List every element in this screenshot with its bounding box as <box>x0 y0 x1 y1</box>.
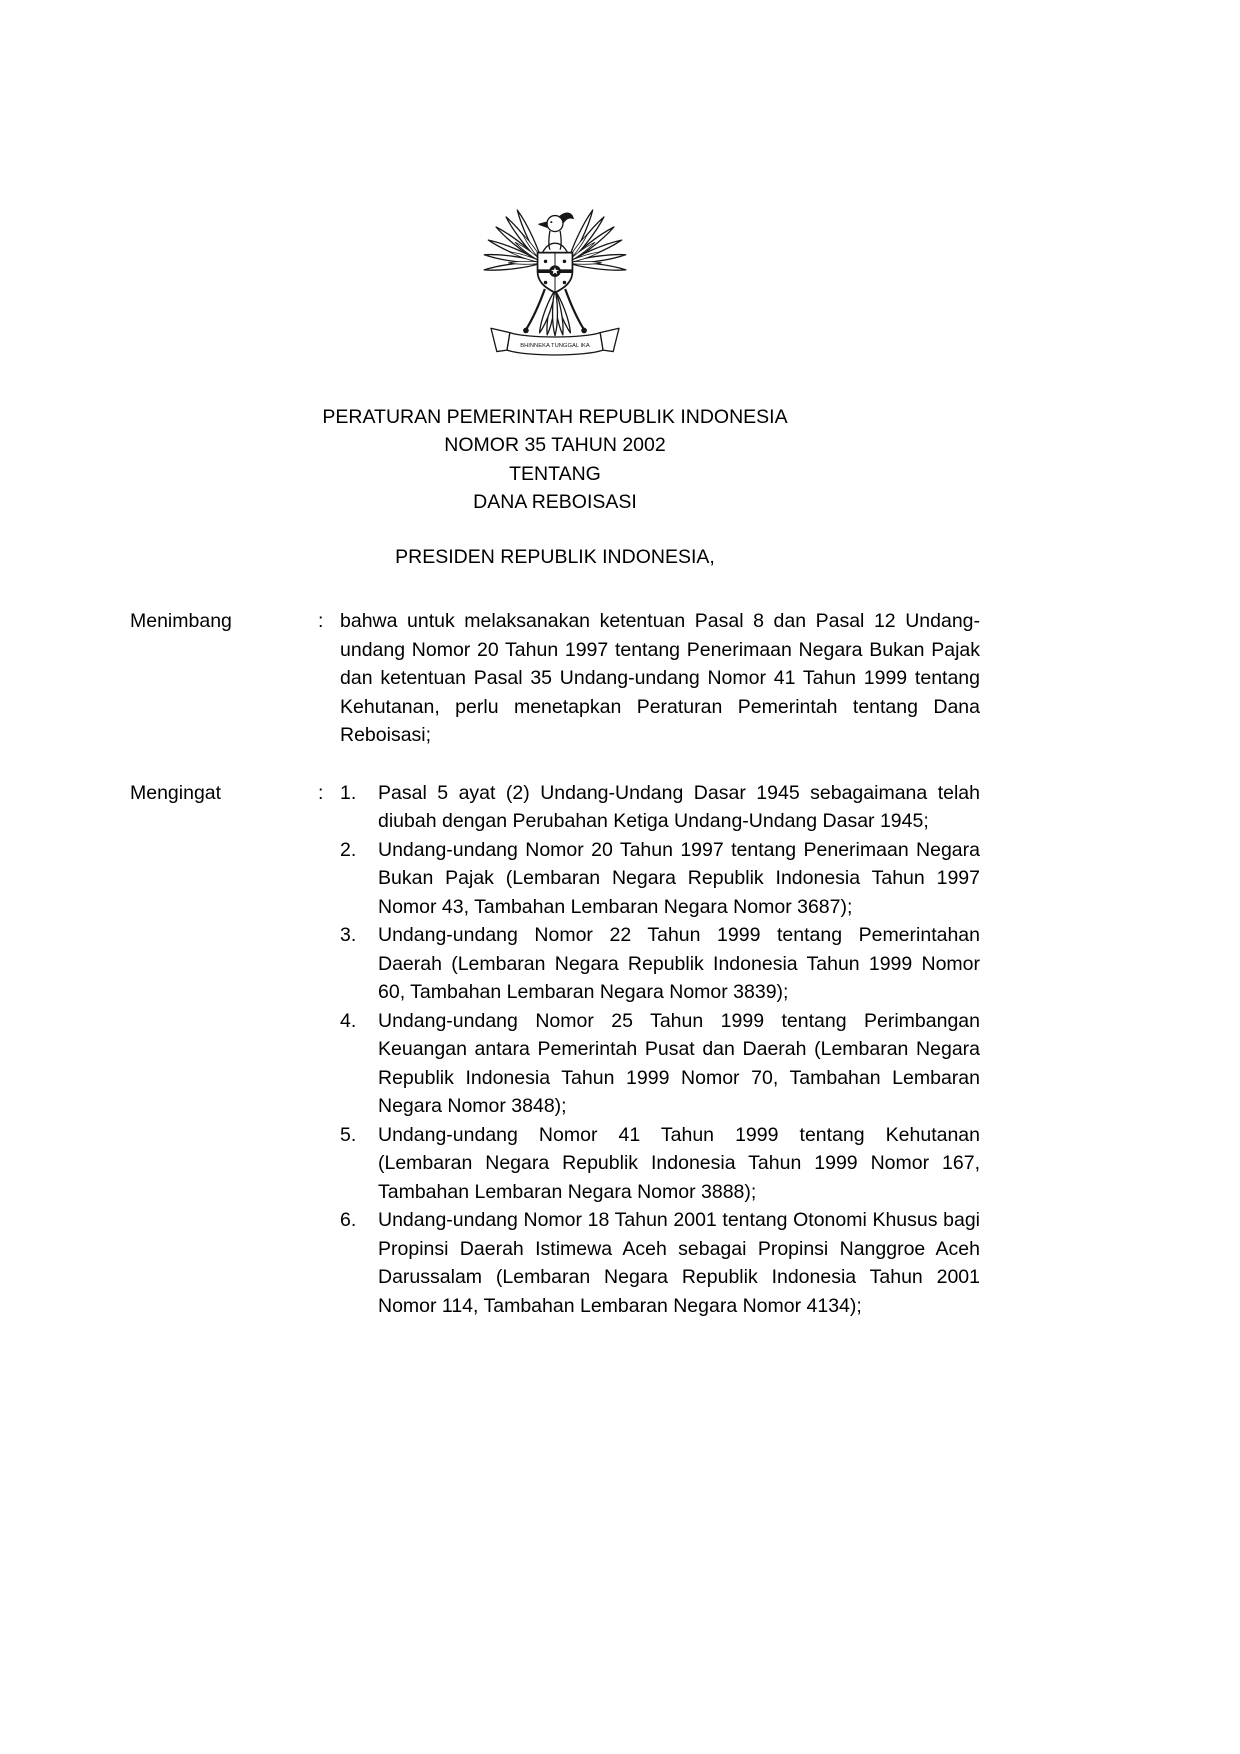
list-item <box>340 921 980 1007</box>
garuda-pancasila-emblem <box>475 190 635 372</box>
list-item-text: Undang-undang Nomor 25 Tahun 1999 tentang Perimbangan Keuangan antara Pemerintah Pusat dan Daerah (Lembaran Negara Republik Indonesia Tahun 1999 Nomor 70, Tambahan Lembaran Negara Nomor 3848); <box>378 1009 980 1117</box>
list-item-number: 4. <box>340 1009 357 1032</box>
list-item-number: 5. <box>340 1123 357 1146</box>
title-line-4: DANA REBOISASI <box>473 491 637 513</box>
title-line-2: NOMOR 35 TAHUN 2002 <box>444 434 666 456</box>
emblem-motto: BHINNEKA TUNGGAL IKA <box>520 343 590 350</box>
list-item-text: Pasal 5 ayat (2) Undang-Undang Dasar 1945 sebagaimana telah diubah dengan Perubahan Ketiga Undang-Undang Dasar 1945; <box>378 781 980 832</box>
list-item-number: 2. <box>340 838 357 861</box>
list-item <box>340 1121 980 1207</box>
list-item-number: 3. <box>340 924 357 946</box>
list-item-number: 6. <box>340 1209 357 1231</box>
list-item <box>340 779 980 836</box>
list-item-text: Undang-undang Nomor 20 Tahun 1997 tentang Penerimaan Negara Bukan Pajak (Lembaran Negara Republik Indonesia Tahun 1997 Nomor 43, Tambahan Lembaran Negara Nomor 3687); <box>378 838 980 918</box>
menimbang-separator: : <box>318 610 324 632</box>
menimbang-label: Menimbang <box>130 610 232 632</box>
section-mengingat <box>130 779 980 1321</box>
list-item-text: Undang-undang Nomor 41 Tahun 1999 tentang Kehutanan (Lembaran Negara Republik Indonesia Tahun 1999 Nomor 167, Tambahan Lembaran Negara Nomor 3888); <box>378 1123 980 1203</box>
list-item-number: 1. <box>340 781 357 804</box>
section-menimbang <box>130 607 980 750</box>
title-line-3: TENTANG <box>509 462 601 485</box>
list-item-text: Undang-undang Nomor 18 Tahun 2001 tentang Otonomi Khusus bagi Propinsi Daerah Istimewa Aceh sebagai Propinsi Nanggroe Aceh Darussalam (Lembaran Negara Republik Indonesia Tahun 2001 Nomor 114, Tambahan Lembaran Negara Nomor 4134); <box>378 1209 980 1317</box>
mengingat-list <box>340 779 980 1321</box>
mengingat-label: Mengingat <box>130 781 222 804</box>
list-item <box>340 1007 980 1121</box>
document-title-block <box>130 403 980 517</box>
mengingat-separator: : <box>318 781 324 804</box>
title-line-1: PERATURAN PEMERINTAH REPUBLIK INDONESIA <box>322 405 788 428</box>
menimbang-text: bahwa untuk melaksanakan ketentuan Pasal 8 dan Pasal 12 Undang-undang Nomor 20 Tahun 1997 tentang Penerimaan Negara Bukan Pajak dan ketentuan Pasal 35 Undang-undang Nomor 41 Tahun 1999 tentang Kehutanan, perlu menetapkan Peraturan Pemerintah tentang Dana Reboisasi; <box>340 610 980 746</box>
presiden-heading: PRESIDEN REPUBLIK INDONESIA, <box>395 545 715 568</box>
emblem-container <box>130 190 980 381</box>
list-item-text: Undang-undang Nomor 22 Tahun 1999 tentang Pemerintahan Daerah (Lembaran Negara Republik Indonesia Tahun 1999 Nomor 60, Tambahan Lembaran Negara Nomor 3839); <box>378 924 980 1003</box>
list-item <box>340 1206 980 1320</box>
list-item <box>340 836 980 922</box>
